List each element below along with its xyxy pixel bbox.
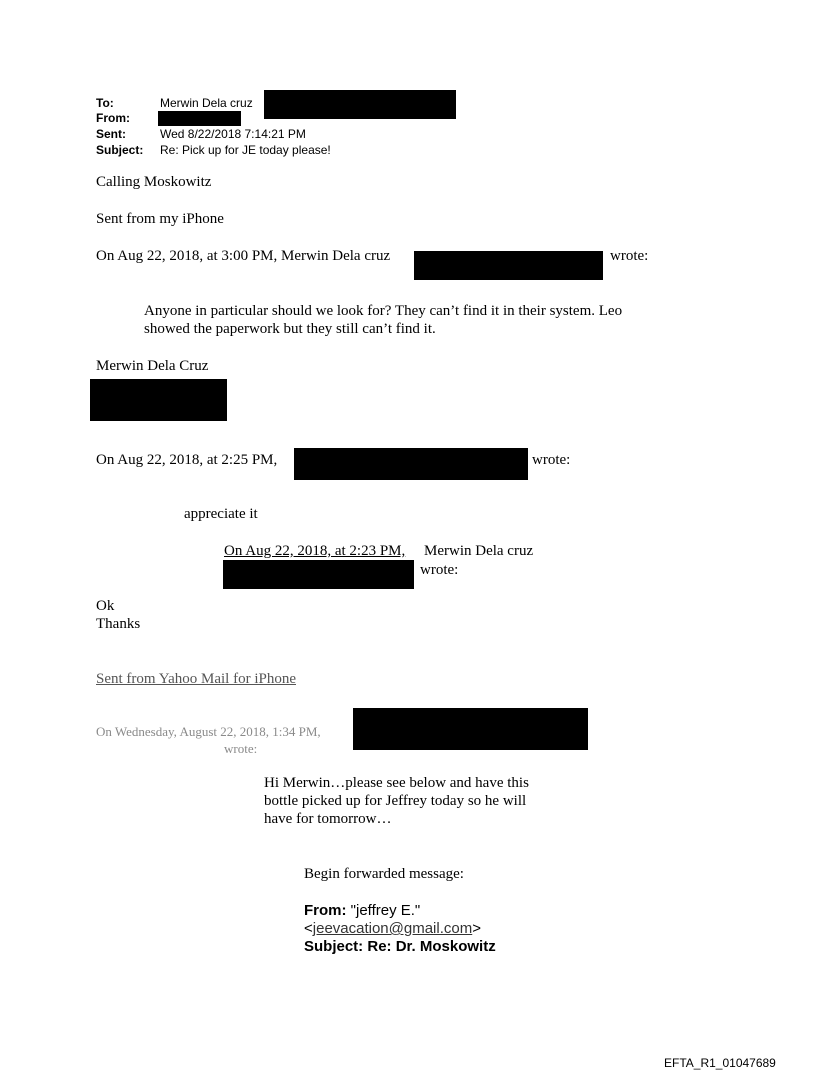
quote4-text-line2: bottle picked up for Jeffrey today so he will bbox=[264, 793, 527, 809]
redaction-box bbox=[353, 708, 588, 750]
thanks-line: Thanks bbox=[96, 616, 141, 632]
body-line-sent-from: Sent from my iPhone bbox=[96, 211, 224, 227]
document-id: EFTA_R1_01047689 bbox=[664, 1056, 776, 1070]
fwd-email-close: > bbox=[472, 920, 481, 937]
fwd-from-label: From: bbox=[304, 902, 347, 919]
yahoo-mail-link[interactable]: Sent from Yahoo Mail for iPhone bbox=[96, 671, 296, 687]
fwd-begin: Begin forwarded message: bbox=[304, 866, 464, 882]
quote1-wrote: wrote: bbox=[610, 248, 649, 264]
quote2-wrote: wrote: bbox=[532, 452, 571, 468]
fwd-subject-label: Subject: bbox=[304, 938, 364, 955]
quote3-name: Merwin Dela cruz bbox=[424, 543, 534, 559]
redaction-box bbox=[264, 90, 456, 119]
fwd-email-open: < bbox=[304, 920, 313, 937]
subject-value: Re: Pick up for JE today please! bbox=[160, 143, 331, 157]
quote1-intro: On Aug 22, 2018, at 3:00 PM, Merwin Dela cruz bbox=[96, 248, 391, 264]
quote3-wrote: wrote: bbox=[420, 562, 459, 578]
redaction-box bbox=[414, 251, 603, 280]
quote1-text-line1: Anyone in particular should we look for? They can’t find it in their system. Leo bbox=[144, 303, 623, 319]
fwd-email-link[interactable]: jeevacation@gmail.com bbox=[312, 920, 473, 937]
quote4-text-line1: Hi Merwin…please see below and have this bbox=[264, 775, 529, 791]
fwd-email-line bbox=[304, 920, 481, 938]
ok-line: Ok bbox=[96, 598, 115, 614]
from-label: From: bbox=[96, 111, 130, 125]
body-line-calling: Calling Moskowitz bbox=[96, 174, 212, 190]
signature-name: Merwin Dela Cruz bbox=[96, 358, 209, 374]
redaction-box bbox=[90, 379, 227, 421]
quote3-intro: On Aug 22, 2018, at 2:23 PM, bbox=[224, 543, 406, 559]
quote2-text: appreciate it bbox=[184, 506, 258, 522]
quote4-wrote: wrote: bbox=[224, 741, 258, 756]
fwd-from-name: "jeffrey E." bbox=[350, 902, 421, 919]
fwd-subject-line bbox=[304, 938, 496, 956]
redaction-box bbox=[158, 111, 241, 126]
quote2-intro: On Aug 22, 2018, at 2:25 PM, bbox=[96, 452, 278, 468]
quote4-text-line3: have for tomorrow… bbox=[264, 811, 392, 827]
fwd-subject-value: Re: Dr. Moskowitz bbox=[367, 938, 496, 955]
quote1-text-line2: showed the paperwork but they still can’t find it. bbox=[144, 321, 436, 337]
fwd-from-line bbox=[304, 902, 420, 920]
redaction-box bbox=[223, 560, 414, 589]
redaction-box bbox=[294, 448, 528, 480]
to-value: Merwin Dela cruz bbox=[160, 96, 253, 110]
quote4-intro: On Wednesday, August 22, 2018, 1:34 PM, bbox=[96, 724, 321, 739]
sent-value: Wed 8/22/2018 7:14:21 PM bbox=[160, 127, 306, 141]
to-label: To: bbox=[96, 96, 114, 110]
sent-label: Sent: bbox=[96, 127, 126, 141]
subject-label: Subject: bbox=[96, 143, 144, 157]
